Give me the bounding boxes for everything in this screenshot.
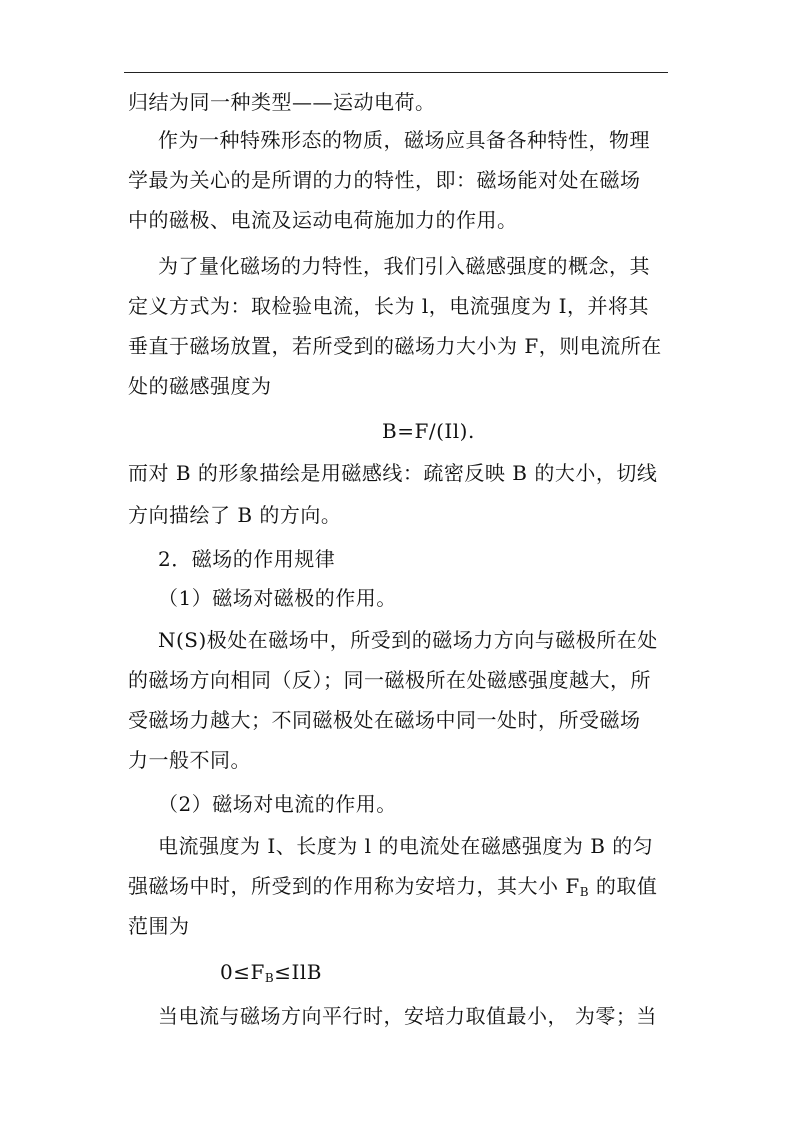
formula-force-left: 0≤F: [220, 960, 265, 984]
formula-b-definition: B=F/(Il).: [382, 419, 475, 443]
text-line-4: 中的磁极、电流及运动电荷施加力的作用。: [128, 208, 518, 232]
text-line-3: 学最为关心的是所谓的力的特性，即：磁场能对处在磁场: [128, 168, 641, 192]
text-line-15: 电流强度为 I、长度为 l 的电流处在磁感强度为 B 的匀: [158, 834, 654, 858]
text-line-11: N(S)极处在磁场中，所受到的磁场力方向与磁极所在处: [158, 628, 658, 652]
text-line-16-tail: 的取值: [589, 874, 658, 898]
text-line-8: 处的磁感强度为: [128, 374, 272, 398]
formula-force-range: [220, 958, 420, 992]
subsection-heading-1: （1）磁场对磁极的作用。: [158, 586, 397, 610]
text-line-13: 受磁场力越大；不同磁极处在磁场中同一处时，所受磁场: [128, 708, 641, 732]
section-heading-2: 2．磁场的作用规律: [158, 547, 336, 571]
formula-subscript-b: B: [264, 971, 275, 985]
text-line-7: 垂直于磁场放置，若所受到的磁场力大小为 F，则电流所在: [128, 334, 662, 358]
text-line-14: 力一般不同。: [128, 748, 251, 772]
text-line-16: [128, 872, 668, 906]
text-line-16-main: 强磁场中时，所受到的作用称为安培力，其大小 F: [128, 874, 580, 898]
text-line-6: 定义方式为：取检验电流，长为 l，电流强度为 I，并将其: [128, 294, 650, 318]
subsection-heading-2: （2）磁场对电流的作用。: [158, 792, 397, 816]
formula-force-right: ≤IlB: [274, 960, 322, 984]
text-line-5: 为了量化磁场的力特性，我们引入磁感强度的概念，其: [158, 254, 650, 278]
text-line-2: 作为一种特殊形态的物质，磁场应具备各种特性，物理: [158, 128, 650, 152]
text-line-1: 归结为同一种类型——运动电荷。: [128, 90, 436, 114]
text-line-9: 而对 B 的形象描绘是用磁感线：疏密反映 B 的大小，切线: [128, 461, 658, 485]
text-line-10: 方向描绘了 B 的方向。: [128, 503, 342, 527]
text-line-12: 的磁场方向相同（反）；同一磁极所在处磁感强度越大，所: [128, 668, 651, 692]
text-line-18: 当电流与磁场方向平行时，安培力取值最小， 为零；当: [158, 1004, 657, 1028]
subscript-b: B: [579, 885, 590, 899]
header-rule: [124, 72, 668, 73]
text-line-17: 范围为: [128, 914, 190, 938]
